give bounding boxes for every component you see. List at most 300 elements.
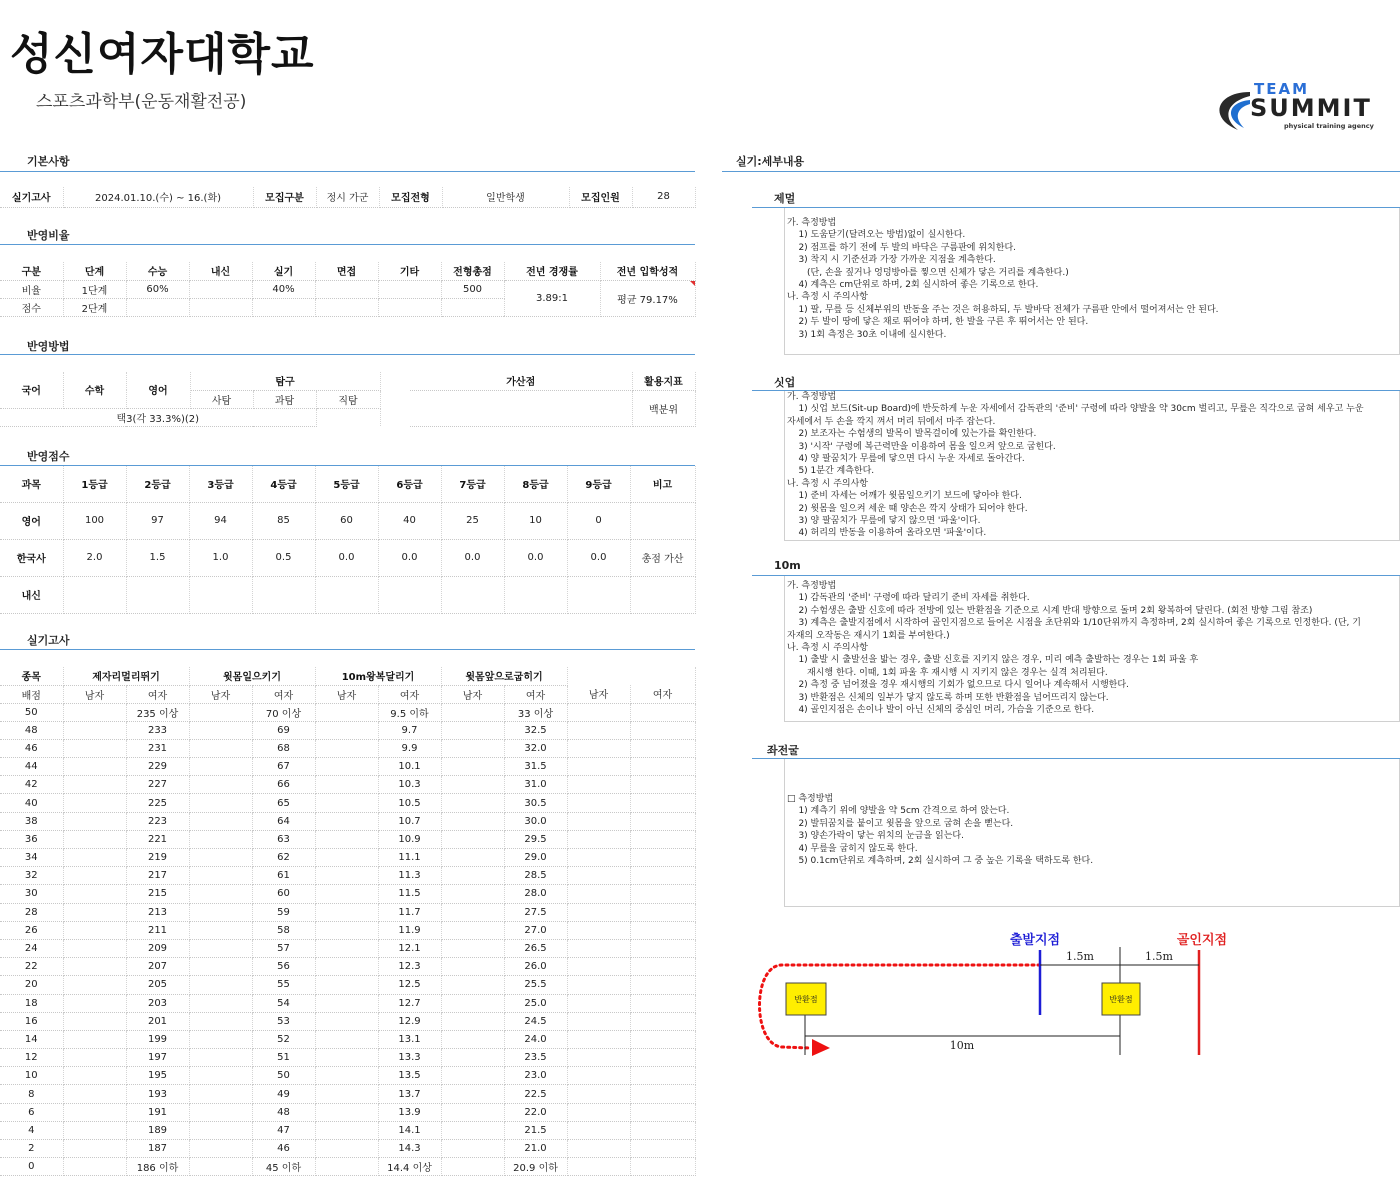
- practical-points: 18: [0, 994, 63, 1012]
- description-line: 3) 양손가락이 닿는 위치의 눈금을 읽는다.: [787, 831, 964, 842]
- practical-cell: 225: [126, 794, 189, 812]
- practical-cell: [189, 939, 252, 957]
- practical-cell: [630, 976, 695, 994]
- practical-cell: [63, 1158, 126, 1176]
- practical-cell: 32.5: [504, 721, 567, 739]
- practical-cell: [315, 849, 378, 867]
- practical-cell: [63, 794, 126, 812]
- description-line: 2) 보조자는 수험생의 발목이 발목걸이에 있는가를 확인한다.: [787, 429, 1037, 440]
- practical-cell: [189, 703, 252, 721]
- practical-cell: [315, 812, 378, 830]
- practical-cell: [441, 1158, 504, 1176]
- practical-cell: [63, 812, 126, 830]
- score-table: [0, 466, 696, 614]
- practical-cell: 9.7: [378, 721, 441, 739]
- practical-cell: [189, 1049, 252, 1067]
- description-line: 2) 발뒤꿈치를 붙이고 윗몸을 앞으로 굽혀 손을 뻗는다.: [787, 818, 1014, 829]
- practical-cell: 28.0: [504, 885, 567, 903]
- practical-cell: [63, 1030, 126, 1048]
- practical-cell: [441, 721, 504, 739]
- score-header: 9등급: [567, 466, 630, 502]
- practical-cell: [567, 994, 630, 1012]
- practical-row: [0, 994, 695, 1012]
- description-line: 2) 수험생은 출발 신호에 따라 전방에 있는 반환점을 기준으로 시계 반대 방향으로 돌며 2회 왕복하여 달린다. (회전 방향 그림 참조): [787, 605, 1313, 616]
- score-header: 4등급: [252, 466, 315, 502]
- practical-cell: [441, 739, 504, 757]
- practical-cell: [441, 958, 504, 976]
- indicator-value: 백분위: [632, 390, 695, 426]
- section-title-score: 반영점수: [27, 450, 70, 463]
- practical-cell: 22.5: [504, 1085, 567, 1103]
- practical-cell: [630, 849, 695, 867]
- practical-event: 윗몸앞으로굽히기: [441, 667, 567, 685]
- description-line: 3) 반환점은 신체의 일부가 닿지 않도록 하며 또한 반환점을 넘어뜨리지 않는다.: [787, 692, 1109, 703]
- gender-female: 여자: [630, 685, 695, 703]
- practical-cell: [189, 1067, 252, 1085]
- practical-table: [0, 667, 696, 1176]
- ratio-cell: [441, 298, 504, 316]
- practical-cell: [189, 903, 252, 921]
- practical-cell: [315, 703, 378, 721]
- practical-cell: [63, 1121, 126, 1139]
- practical-cell: [315, 867, 378, 885]
- practical-cell: 14.1: [378, 1121, 441, 1139]
- practical-cell: [567, 903, 630, 921]
- gender-male: 남자: [315, 685, 378, 703]
- situp-description-box: [784, 391, 1400, 541]
- practical-points: 0: [0, 1158, 63, 1176]
- gender-female: 여자: [378, 685, 441, 703]
- practical-cell: [63, 1140, 126, 1158]
- score-cell: 10: [504, 502, 567, 539]
- gender-female: 여자: [126, 685, 189, 703]
- description-line: 1) 팔, 무릎 등 신체부위의 반동을 주는 것은 허용하되, 두 발바닥 전체가 구름판 안에서 떨어져서는 안 된다.: [787, 304, 1219, 315]
- practical-row: [0, 721, 695, 739]
- description-line: 가. 측정방법: [787, 218, 837, 228]
- practical-cell: [315, 958, 378, 976]
- practical-cell: [441, 903, 504, 921]
- practical-cell: [63, 830, 126, 848]
- score-cell: 0.0: [567, 539, 630, 576]
- practical-cell: 24.0: [504, 1030, 567, 1048]
- practical-cell: [441, 812, 504, 830]
- practical-cell: [630, 1158, 695, 1176]
- practical-cell: 13.7: [378, 1085, 441, 1103]
- score-cell: [630, 576, 695, 613]
- gender-male: 남자: [567, 685, 630, 703]
- practical-row: [0, 830, 695, 848]
- practical-cell: 12.7: [378, 994, 441, 1012]
- ratio-cell: [315, 280, 378, 298]
- description-line: 2) 두 발이 땅에 닿은 채로 뛰어야 하며, 한 발을 구른 후 뛰어서는 안 된다.: [787, 317, 1089, 328]
- practical-cell: [189, 867, 252, 885]
- practical-cell: [315, 1103, 378, 1121]
- practical-cell: [441, 1121, 504, 1139]
- practical-cell: [189, 921, 252, 939]
- ratio-cell: [189, 280, 252, 298]
- practical-cell: 22.0: [504, 1103, 567, 1121]
- description-line: 4) 계측은 cm단위로 하며, 2회 실시하여 좋은 기록으로 한다.: [787, 280, 1039, 291]
- practical-cell: 10.1: [378, 758, 441, 776]
- practical-row: [0, 758, 695, 776]
- competition-rate: 3.89:1: [504, 280, 600, 316]
- practical-cell: [189, 758, 252, 776]
- practical-row: [0, 903, 695, 921]
- practical-cell: [63, 1012, 126, 1030]
- practical-cell: [567, 976, 630, 994]
- practical-cell: [315, 885, 378, 903]
- practical-cell: 49: [252, 1085, 315, 1103]
- practical-cell: [567, 1103, 630, 1121]
- practical-cell: [63, 958, 126, 976]
- score-header: 6등급: [378, 466, 441, 502]
- description-line: 3) 착지 시 기준선과 가장 가까운 지점을 계측한다.: [787, 255, 996, 266]
- practical-cell: 69: [252, 721, 315, 739]
- description-line: 3) 계측은 출발지점에서 시작하여 골인지점으로 들어온 시점을 초단위와 1/10단위까지 측정하며, 2회 실시하여 좋은 기록으로 인정한다. (단, 기: [787, 618, 1361, 629]
- practical-cell: 46: [252, 1140, 315, 1158]
- practical-cell: 11.7: [378, 903, 441, 921]
- practical-cell: 29.0: [504, 849, 567, 867]
- practical-cell: [630, 939, 695, 957]
- score-cell: 40: [378, 502, 441, 539]
- description-line: 4) 양 팔꿈치가 무릎에 닿으면 다시 누운 자세로 돌아간다.: [787, 454, 1025, 465]
- practical-cell: [441, 758, 504, 776]
- logo-brand-text: SUMMIT: [1250, 94, 1372, 122]
- ratio-cell: [378, 298, 441, 316]
- ratio-header: 단계: [63, 262, 126, 280]
- count-value: 28: [632, 187, 695, 207]
- section-divider: [0, 649, 695, 650]
- score-cell: 100: [63, 502, 126, 539]
- exam-date: 2024.01.10.(수) ~ 16.(화): [63, 187, 253, 207]
- practical-cell: 55: [252, 976, 315, 994]
- gender-male: 남자: [441, 685, 504, 703]
- description-line: 자재의 오작동은 재시기 1회를 부여한다.): [787, 630, 950, 641]
- practical-row: [0, 1085, 695, 1103]
- practical-row: [0, 921, 695, 939]
- practical-cell: 10.7: [378, 812, 441, 830]
- practical-points: 50: [0, 703, 63, 721]
- score-header: 3등급: [189, 466, 252, 502]
- score-header: 7등급: [441, 466, 504, 502]
- score-header: 비고: [630, 466, 695, 502]
- practical-cell: [315, 976, 378, 994]
- practical-cell: [630, 885, 695, 903]
- practical-cell: [567, 1158, 630, 1176]
- practical-cell: 9.9: [378, 739, 441, 757]
- section-divider: [0, 354, 695, 355]
- method-selection: 택3(각 33.3%)(2): [0, 408, 316, 426]
- practical-cell: 211: [126, 921, 189, 939]
- start-label: 출발지점: [1009, 933, 1061, 948]
- practical-points: 44: [0, 758, 63, 776]
- practical-cell: [441, 1067, 504, 1085]
- practical-cell: 61: [252, 867, 315, 885]
- gender-female: 여자: [252, 685, 315, 703]
- practical-row: [0, 794, 695, 812]
- practical-cell: [567, 1012, 630, 1030]
- score-cell: 총점 가산: [630, 539, 695, 576]
- practical-points: 32: [0, 867, 63, 885]
- description-line: 나. 측정 시 주의사항: [787, 478, 868, 489]
- description-line: 1) 도움닫기(달려오는 방법)없이 실시한다.: [787, 230, 966, 241]
- practical-cell: [630, 921, 695, 939]
- practical-cell: 10.5: [378, 794, 441, 812]
- practical-cell: [63, 739, 126, 757]
- practical-cell: [63, 721, 126, 739]
- method-english: 영어: [126, 372, 190, 408]
- practical-cell: 45 이하: [252, 1158, 315, 1176]
- practical-cell: [63, 1067, 126, 1085]
- label-exam: 실기고사: [0, 187, 63, 207]
- practical-cell: [567, 921, 630, 939]
- practical-cell: 13.1: [378, 1030, 441, 1048]
- practical-cell: [189, 1140, 252, 1158]
- practical-cell: [567, 776, 630, 794]
- practical-cell: 187: [126, 1140, 189, 1158]
- practical-cell: [315, 794, 378, 812]
- practical-cell: 29.5: [504, 830, 567, 848]
- practical-cell: 223: [126, 812, 189, 830]
- practical-cell: [315, 758, 378, 776]
- score-header: 8등급: [504, 466, 567, 502]
- description-line: 가. 측정방법: [787, 392, 837, 402]
- practical-cell: [315, 903, 378, 921]
- indicator-header: 활용지표: [632, 372, 695, 390]
- practical-row: [0, 1049, 695, 1067]
- description-line: 3) 1회 측정은 30초 이내에 실시한다.: [787, 329, 947, 340]
- gap-label-2: 1.5m: [1145, 950, 1173, 963]
- practical-cell: 23.0: [504, 1067, 567, 1085]
- practical-cell: 13.3: [378, 1049, 441, 1067]
- practical-row: [0, 1067, 695, 1085]
- score-cell: 0: [567, 502, 630, 539]
- practical-cell: [630, 867, 695, 885]
- practical-cell: 207: [126, 958, 189, 976]
- practical-cell: 58: [252, 921, 315, 939]
- practical-cell: [630, 739, 695, 757]
- score-row: [0, 539, 695, 576]
- practical-cell: [567, 721, 630, 739]
- label-group: 모집구분: [253, 187, 316, 207]
- ratio-cell: 40%: [252, 280, 315, 298]
- section-title-ratio: 반영비율: [27, 229, 70, 242]
- practical-cell: [315, 1085, 378, 1103]
- description-line: 2) 점프를 하기 전에 두 발의 바닥은 구름판에 위치한다.: [787, 242, 1017, 253]
- score-subject: 한국사: [0, 539, 63, 576]
- score-cell: 25: [441, 502, 504, 539]
- distance-label: 10m: [949, 1039, 975, 1052]
- score-cell: [252, 576, 315, 613]
- method-korean: 국어: [0, 372, 63, 408]
- practical-row: [0, 1103, 695, 1121]
- practical-cell: [567, 849, 630, 867]
- practical-cell: 66: [252, 776, 315, 794]
- practical-cell: [441, 1030, 504, 1048]
- practical-cell: 70 이상: [252, 703, 315, 721]
- practical-points: 24: [0, 939, 63, 957]
- score-cell: 1.5: [126, 539, 189, 576]
- goal-label: 골인지점: [1176, 933, 1228, 948]
- practical-cell: 67: [252, 758, 315, 776]
- practical-cell: [630, 1049, 695, 1067]
- score-cell: 0.0: [315, 539, 378, 576]
- practical-cell: [567, 794, 630, 812]
- practical-cell: 62: [252, 849, 315, 867]
- practical-row: [0, 776, 695, 794]
- practical-cell: 25.0: [504, 994, 567, 1012]
- practical-cell: 186 이하: [126, 1158, 189, 1176]
- practical-row: [0, 849, 695, 867]
- ratio-cell: [126, 298, 189, 316]
- practical-cell: 64: [252, 812, 315, 830]
- score-subject: 영어: [0, 502, 63, 539]
- practical-cell: 231: [126, 739, 189, 757]
- practical-cell: [315, 994, 378, 1012]
- practical-cell: 191: [126, 1103, 189, 1121]
- practical-cell: [189, 830, 252, 848]
- practical-cell: [441, 849, 504, 867]
- practical-cell: 47: [252, 1121, 315, 1139]
- practical-event: 10m왕복달리기: [315, 667, 441, 685]
- practical-cell: [315, 739, 378, 757]
- practical-cell: [567, 885, 630, 903]
- practical-cell: [630, 994, 695, 1012]
- practical-cell: 52: [252, 1030, 315, 1048]
- practical-cell: [189, 1103, 252, 1121]
- practical-cell: [441, 1140, 504, 1158]
- practical-cell: [63, 703, 126, 721]
- practical-cell: [63, 867, 126, 885]
- practical-row: [0, 867, 695, 885]
- practical-cell: 14.3: [378, 1140, 441, 1158]
- section-title-detail: 실기:세부내용: [736, 155, 805, 168]
- practical-points: 22: [0, 958, 63, 976]
- practical-cell: [189, 812, 252, 830]
- ratio-header: 실기: [252, 262, 315, 280]
- description-line: 2) 측정 중 넘어졌을 경우 재시행의 기회가 없으므로 다시 일어나 계속해서 시행한다.: [787, 680, 1129, 691]
- practical-cell: [189, 776, 252, 794]
- practical-cell: [441, 703, 504, 721]
- practical-cell: [441, 994, 504, 1012]
- practical-points: 26: [0, 921, 63, 939]
- method-table: [0, 372, 381, 427]
- score-cell: [189, 576, 252, 613]
- ratio-cell: 2단계: [63, 298, 126, 316]
- gap-label-1: 1.5m: [1066, 950, 1094, 963]
- practical-points: 20: [0, 976, 63, 994]
- cone-label: 반환점: [1109, 995, 1133, 1004]
- practical-cell: [189, 794, 252, 812]
- practical-cell: 215: [126, 885, 189, 903]
- practical-cell: [315, 1030, 378, 1048]
- practical-points: 14: [0, 1030, 63, 1048]
- shuttle-description-box: [784, 576, 1400, 722]
- practical-cell: 57: [252, 939, 315, 957]
- gender-male: 남자: [189, 685, 252, 703]
- ratio-header: 구분: [0, 262, 63, 280]
- score-cell: [567, 576, 630, 613]
- description-line: 4) 허리의 반동을 이용하여 올라오면 '파울'이다.: [787, 528, 987, 539]
- practical-cell: [189, 1158, 252, 1176]
- practical-cell: [567, 958, 630, 976]
- practical-cell: 233: [126, 721, 189, 739]
- practical-cell: 14.4 이상: [378, 1158, 441, 1176]
- group-value: 정시 가군: [316, 187, 379, 207]
- practical-cell: [630, 1085, 695, 1103]
- score-cell: 0.0: [504, 539, 567, 576]
- bonus-table: [410, 372, 696, 427]
- practical-row: [0, 939, 695, 957]
- practical-cell: 10.9: [378, 830, 441, 848]
- run-arrow: [812, 1039, 830, 1056]
- description-line: 4) 무릎을 굽히지 않도록 한다.: [787, 843, 918, 854]
- description-line: 2) 윗몸을 일으켜 세운 때 양손은 깍지 상태가 되어야 한다.: [787, 503, 1028, 514]
- ratio-header: 기타: [378, 262, 441, 280]
- method-math: 수학: [63, 372, 126, 408]
- practical-cell: [630, 758, 695, 776]
- practical-cell: 209: [126, 939, 189, 957]
- practical-cell: [63, 849, 126, 867]
- description-line: 3) '시작' 구령에 복근력만을 이용하여 몸을 일으켜 앞으로 굽힌다.: [787, 441, 1056, 452]
- score-cell: 1.0: [189, 539, 252, 576]
- practical-cell: [315, 1012, 378, 1030]
- practical-cell: [441, 1085, 504, 1103]
- practical-cell: [441, 776, 504, 794]
- practical-cell: 56: [252, 958, 315, 976]
- practical-points: 28: [0, 903, 63, 921]
- practical-event-label: 종목: [0, 667, 63, 685]
- practical-cell: [189, 1030, 252, 1048]
- description-line: 3) 양 팔꿈치가 무릎에 닿지 않으면 '파울'이다.: [787, 516, 981, 527]
- practical-cell: 31.0: [504, 776, 567, 794]
- practical-cell: 26.5: [504, 939, 567, 957]
- team-summit-logo: [1210, 78, 1395, 140]
- practical-cell: 12.3: [378, 958, 441, 976]
- practical-cell: [630, 1012, 695, 1030]
- practical-cell: 213: [126, 903, 189, 921]
- practical-cell: 219: [126, 849, 189, 867]
- practical-cell: [189, 1121, 252, 1139]
- practical-cell: [630, 903, 695, 921]
- practical-cell: [441, 867, 504, 885]
- practical-cell: [567, 1140, 630, 1158]
- score-cell: 97: [126, 502, 189, 539]
- practical-cell: 53: [252, 1012, 315, 1030]
- practical-cell: [567, 1030, 630, 1048]
- practical-points: 36: [0, 830, 63, 848]
- practical-cell: [315, 1049, 378, 1067]
- practical-cell: [189, 994, 252, 1012]
- practical-cell: [63, 1085, 126, 1103]
- practical-cell: 28.5: [504, 867, 567, 885]
- practical-cell: 50: [252, 1067, 315, 1085]
- ratio-cell: [315, 298, 378, 316]
- section-title-practical: 실기고사: [27, 634, 70, 647]
- practical-cell: 24.5: [504, 1012, 567, 1030]
- cone-label: 반환점: [794, 995, 818, 1004]
- practical-cell: [63, 758, 126, 776]
- practical-cell: 27.5: [504, 903, 567, 921]
- practical-cell: 12.1: [378, 939, 441, 957]
- practical-cell: [63, 921, 126, 939]
- practical-row: [0, 958, 695, 976]
- method-inquiry: 탐구: [190, 372, 380, 390]
- score-header: 1등급: [63, 466, 126, 502]
- university-title: 성신여자대학교: [10, 29, 315, 80]
- gender-male: 남자: [63, 685, 126, 703]
- practical-cell: [567, 739, 630, 757]
